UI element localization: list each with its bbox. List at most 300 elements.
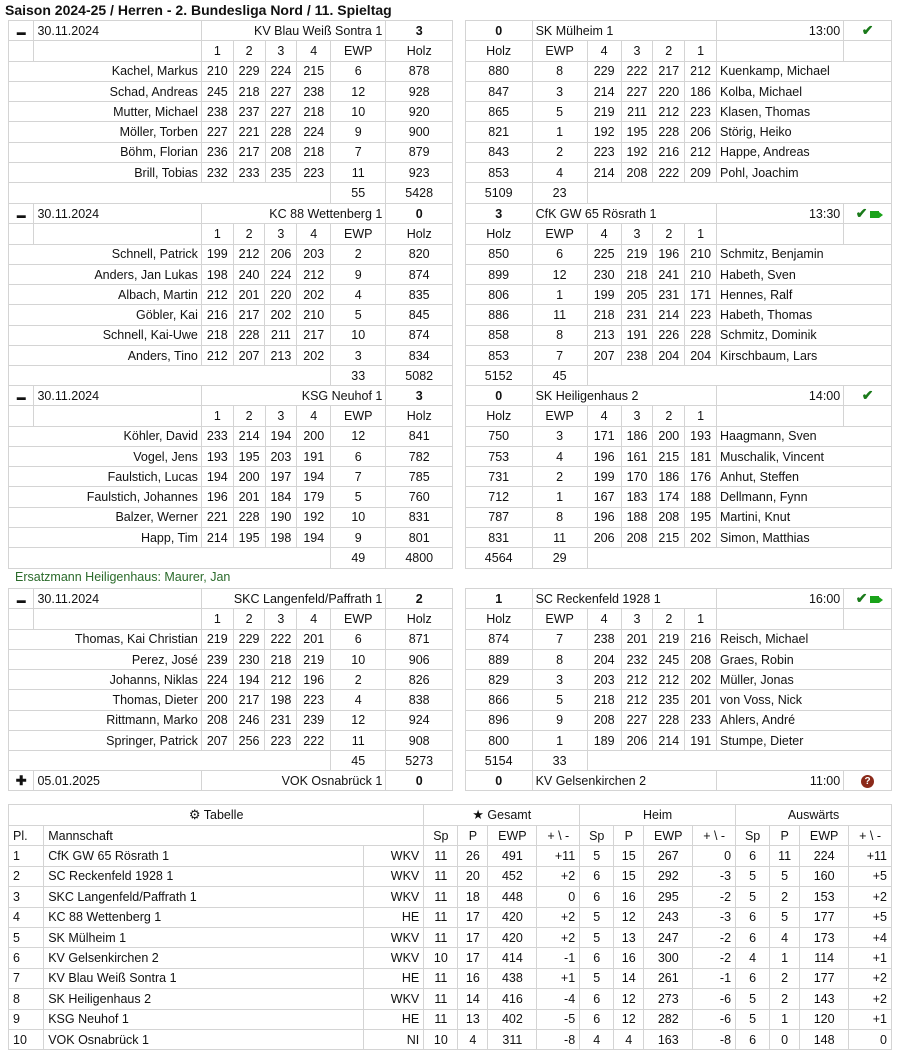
- game-4-label: 4: [587, 609, 621, 629]
- home-score: 2: [386, 589, 453, 609]
- away-player-name[interactable]: Ahlers, André: [717, 710, 892, 730]
- total-p: 13: [458, 1009, 488, 1029]
- away-sp: 6: [736, 968, 770, 988]
- home-holz: 834: [386, 346, 453, 366]
- score-gap: [453, 183, 466, 203]
- away-game-score: 232: [621, 649, 653, 669]
- blank-cell: [9, 224, 34, 244]
- game-2-label: 2: [653, 609, 685, 629]
- away-player-name[interactable]: Habeth, Sven: [717, 264, 892, 284]
- blank-cell: [9, 41, 34, 61]
- home-team[interactable]: VOK Osnabrück 1: [201, 771, 385, 791]
- away-game-score: 218: [621, 264, 653, 284]
- home-player-name[interactable]: Anders, Tino: [9, 346, 202, 366]
- match-status: [844, 589, 892, 609]
- away-game-score: 227: [621, 710, 653, 730]
- home-player-name[interactable]: Schnell, Kai-Uwe: [9, 325, 202, 345]
- away-game-score: 193: [685, 426, 717, 446]
- away-total-holz: 5152: [465, 366, 532, 386]
- home-game-score: 202: [297, 285, 331, 305]
- home-game-score: 237: [233, 102, 265, 122]
- away-game-score: 192: [621, 142, 653, 162]
- away-game-score: 231: [621, 305, 653, 325]
- score-gap: [453, 649, 466, 669]
- total-ewp: 311: [488, 1029, 537, 1049]
- away-game-score: 192: [587, 122, 621, 142]
- away-game-score: 228: [653, 710, 685, 730]
- away-holz: 829: [465, 670, 532, 690]
- away-game-score: 191: [685, 731, 717, 751]
- game-1-label: 1: [685, 224, 717, 244]
- home-ewp: 247: [644, 927, 693, 947]
- team-name[interactable]: CfK GW 65 Rösrath 1: [44, 846, 364, 866]
- home-sp: 6: [580, 1009, 614, 1029]
- team-region: WKV: [364, 989, 424, 1009]
- away-p: 5: [770, 866, 800, 886]
- home-player-name[interactable]: Albach, Martin: [9, 285, 202, 305]
- away-game-score: 223: [685, 305, 717, 325]
- home-player-name[interactable]: Thomas, Dieter: [9, 690, 202, 710]
- away-player-name[interactable]: Anhut, Steffen: [717, 467, 892, 487]
- home-game-score: 224: [265, 61, 297, 81]
- collapse-toggle[interactable]: [9, 386, 34, 406]
- total-diff: -5: [537, 1009, 580, 1029]
- total-ewp: 448: [488, 887, 537, 907]
- match-header: [9, 386, 892, 406]
- home-player-name[interactable]: Köhler, David: [9, 426, 202, 446]
- totals-row: [9, 366, 892, 386]
- home-game-score: 230: [233, 649, 265, 669]
- player-row: [9, 305, 892, 325]
- collapse-toggle[interactable]: [9, 204, 34, 224]
- home-player-name[interactable]: Perez, José: [9, 649, 202, 669]
- score-gap: [453, 285, 466, 305]
- match-header: [9, 771, 892, 791]
- home-player-name[interactable]: Schad, Andreas: [9, 81, 202, 101]
- away-diff: 0: [849, 1029, 892, 1049]
- total-diff: +2: [537, 907, 580, 927]
- team-name[interactable]: KV Blau Weiß Sontra 1: [44, 968, 364, 988]
- minus-icon[interactable]: ▬: [16, 594, 26, 605]
- home-game-score: 221: [201, 507, 233, 527]
- home-player-name[interactable]: Göbler, Kai: [9, 305, 202, 325]
- away-player-name[interactable]: Simon, Matthias: [717, 528, 892, 548]
- away-game-score: 203: [587, 670, 621, 690]
- ewp-label: EWP: [331, 609, 386, 629]
- col-p: P: [614, 826, 644, 846]
- home-ewp: 5: [331, 305, 386, 325]
- home-player-name[interactable]: Springer, Patrick: [9, 731, 202, 751]
- match-status: [844, 21, 892, 41]
- blank-cell: [587, 548, 891, 568]
- standings-table: [8, 804, 892, 1050]
- home-p: 4: [614, 1029, 644, 1049]
- player-row: [9, 670, 892, 690]
- home-game-score: 229: [233, 629, 265, 649]
- away-game-score: 167: [587, 487, 621, 507]
- home-game-score: 227: [265, 81, 297, 101]
- away-game-score: 235: [653, 690, 685, 710]
- away-ewp: 6: [532, 244, 587, 264]
- home-game-score: 238: [201, 102, 233, 122]
- away-player-name[interactable]: Müller, Jonas: [717, 670, 892, 690]
- total-sp: 11: [424, 887, 458, 907]
- col-sp: Sp: [736, 826, 770, 846]
- home-game-score: 198: [201, 264, 233, 284]
- blank-cell: [587, 751, 891, 771]
- home-game-score: 219: [201, 629, 233, 649]
- blank-cell: [844, 224, 892, 244]
- away-player-name[interactable]: Hennes, Ralf: [717, 285, 892, 305]
- home-player-name[interactable]: Faulstich, Johannes: [9, 487, 202, 507]
- away-ewp: 114: [800, 948, 849, 968]
- home-ewp: 9: [331, 528, 386, 548]
- home-total-holz: 4800: [386, 548, 453, 568]
- team-name[interactable]: KC 88 Wettenberg 1: [44, 907, 364, 927]
- game-3-label: 3: [621, 406, 653, 426]
- away-holz: 806: [465, 285, 532, 305]
- away-player-name[interactable]: Dellmann, Fynn: [717, 487, 892, 507]
- score-gap: [453, 81, 466, 101]
- away-player-name[interactable]: Reisch, Michael: [717, 629, 892, 649]
- minus-icon[interactable]: ▬: [16, 391, 26, 402]
- away-diff: +5: [849, 907, 892, 927]
- away-ewp: 4: [532, 446, 587, 466]
- team-name[interactable]: VOK Osnabrück 1: [44, 1029, 364, 1049]
- total-diff: -1: [537, 948, 580, 968]
- away-game-score: 204: [685, 346, 717, 366]
- score-gap: [453, 224, 466, 244]
- total-p: 18: [458, 887, 488, 907]
- away-player-name[interactable]: von Voss, Nick: [717, 690, 892, 710]
- away-game-score: 209: [685, 163, 717, 183]
- away-player-name[interactable]: Kolba, Michael: [717, 81, 892, 101]
- away-sp: 5: [736, 1009, 770, 1029]
- away-game-score: 195: [621, 122, 653, 142]
- home-game-score: 222: [297, 731, 331, 751]
- home-game-score: 246: [233, 710, 265, 730]
- total-ewp: 438: [488, 968, 537, 988]
- total-sp: 11: [424, 989, 458, 1009]
- away-player-name[interactable]: Muschalik, Vincent: [717, 446, 892, 466]
- away-player-name[interactable]: Happe, Andreas: [717, 142, 892, 162]
- video-icon[interactable]: [870, 211, 879, 218]
- home-diff: -8: [693, 1029, 736, 1049]
- away-game-score: 196: [653, 244, 685, 264]
- team-name[interactable]: KSG Neuhof 1: [44, 1009, 364, 1029]
- standings-row: [9, 907, 892, 927]
- away-ewp: 1: [532, 285, 587, 305]
- away-ewp: 3: [532, 670, 587, 690]
- team-region: WKV: [364, 846, 424, 866]
- score-gap: [453, 122, 466, 142]
- home-holz: 928: [386, 81, 453, 101]
- home-game-score: 184: [265, 487, 297, 507]
- away-ewp: 8: [532, 507, 587, 527]
- away-game-score: 214: [587, 81, 621, 101]
- away-game-score: 228: [685, 325, 717, 345]
- away-p: 2: [770, 887, 800, 907]
- team-name[interactable]: SC Reckenfeld 1928 1: [44, 866, 364, 886]
- home-sp: 6: [580, 948, 614, 968]
- home-team[interactable]: KV Blau Weiß Sontra 1: [201, 21, 385, 41]
- home-player-name[interactable]: Thomas, Kai Christian: [9, 629, 202, 649]
- away-player-name[interactable]: Schmitz, Benjamin: [717, 244, 892, 264]
- rank: 2: [9, 866, 44, 886]
- home-player-name[interactable]: Happ, Tim: [9, 528, 202, 548]
- home-ewp: 3: [331, 346, 386, 366]
- minus-icon[interactable]: ▬: [16, 209, 26, 220]
- away-player-name[interactable]: Habeth, Thomas: [717, 305, 892, 325]
- col-ewp: EWP: [488, 826, 537, 846]
- home-ewp: 9: [331, 264, 386, 284]
- home-game-score: 210: [297, 305, 331, 325]
- away-team[interactable]: SK Mülheim 1: [532, 21, 716, 41]
- home-game-score: 207: [233, 346, 265, 366]
- away-team[interactable]: SC Reckenfeld 1928 1: [532, 589, 716, 609]
- home-game-score: 214: [233, 426, 265, 446]
- away-team[interactable]: KV Gelsenkirchen 2: [532, 771, 716, 791]
- blank-cell: [587, 366, 891, 386]
- away-game-score: 214: [653, 305, 685, 325]
- home-player-name[interactable]: Böhm, Florian: [9, 142, 202, 162]
- away-player-name[interactable]: Stumpe, Dieter: [717, 731, 892, 751]
- away-game-score: 170: [621, 467, 653, 487]
- home-player-name[interactable]: Kachel, Markus: [9, 61, 202, 81]
- home-game-score: 217: [233, 142, 265, 162]
- home-ewp: 292: [644, 866, 693, 886]
- home-game-score: 223: [297, 163, 331, 183]
- team-name[interactable]: SK Heiligenhaus 2: [44, 989, 364, 1009]
- away-player-name[interactable]: Graes, Robin: [717, 649, 892, 669]
- game-3-label: 3: [621, 41, 653, 61]
- home-player-name[interactable]: Brill, Tobias: [9, 163, 202, 183]
- team-name[interactable]: KV Gelsenkirchen 2: [44, 948, 364, 968]
- home-player-name[interactable]: Balzer, Werner: [9, 507, 202, 527]
- team-name[interactable]: SKC Langenfeld/Paffrath 1: [44, 887, 364, 907]
- game-3-label: 3: [265, 224, 297, 244]
- away-player-name[interactable]: Störig, Heiko: [717, 122, 892, 142]
- home-game-score: 196: [201, 487, 233, 507]
- home-diff: -1: [693, 968, 736, 988]
- home-holz: 874: [386, 325, 453, 345]
- home-p: 16: [614, 887, 644, 907]
- home-team[interactable]: KSG Neuhof 1: [201, 386, 385, 406]
- question-icon[interactable]: ?: [861, 775, 874, 788]
- total-sp: 11: [424, 866, 458, 886]
- away-game-score: 226: [653, 325, 685, 345]
- home-player-name[interactable]: Mutter, Michael: [9, 102, 202, 122]
- home-holz: 785: [386, 467, 453, 487]
- player-row: [9, 325, 892, 345]
- away-p: 2: [770, 989, 800, 1009]
- home-game-score: 256: [233, 731, 265, 751]
- home-game-score: 245: [201, 81, 233, 101]
- away-diff: +11: [849, 846, 892, 866]
- away-player-name[interactable]: Klasen, Thomas: [717, 102, 892, 122]
- score-gap: [453, 41, 466, 61]
- home-player-name[interactable]: Vogel, Jens: [9, 446, 202, 466]
- away-game-score: 208: [621, 163, 653, 183]
- holz-label: Holz: [465, 406, 532, 426]
- home-holz: 760: [386, 487, 453, 507]
- standings-title-cell: [9, 805, 424, 826]
- player-row: [9, 487, 892, 507]
- score-gap: [453, 386, 466, 406]
- score-gap: [453, 21, 466, 41]
- ewp-label: EWP: [331, 41, 386, 61]
- away-player-name[interactable]: Haagmann, Sven: [717, 426, 892, 446]
- total-sp: 11: [424, 846, 458, 866]
- away-team[interactable]: CfK GW 65 Rösrath 1: [532, 204, 716, 224]
- home-p: 12: [614, 907, 644, 927]
- away-game-score: 174: [653, 487, 685, 507]
- home-holz: 782: [386, 446, 453, 466]
- away-player-name[interactable]: Martini, Knut: [717, 507, 892, 527]
- page-title: Saison 2024-25 / Herren - 2. Bundesliga Nord / 11. Spieltag: [5, 2, 392, 18]
- home-game-score: 212: [201, 285, 233, 305]
- away-game-score: 210: [685, 244, 717, 264]
- home-game-score: 228: [265, 122, 297, 142]
- standings-body: [9, 846, 892, 1050]
- home-ewp: 6: [331, 61, 386, 81]
- away-ewp: 2: [532, 142, 587, 162]
- away-player-name[interactable]: Kuenkamp, Michael: [717, 61, 892, 81]
- home-game-score: 223: [297, 690, 331, 710]
- away-player-name[interactable]: Pohl, Joachim: [717, 163, 892, 183]
- away-game-score: 204: [653, 346, 685, 366]
- collapse-toggle[interactable]: [9, 589, 34, 609]
- score-gap: [453, 771, 466, 791]
- home-game-score: 190: [265, 507, 297, 527]
- away-ewp: 177: [800, 968, 849, 988]
- home-game-score: 217: [297, 325, 331, 345]
- totals-row: [9, 751, 892, 771]
- expand-toggle[interactable]: [9, 771, 34, 791]
- holz-label: Holz: [386, 609, 453, 629]
- home-game-score: 202: [265, 305, 297, 325]
- holz-label: Holz: [386, 406, 453, 426]
- total-p: 16: [458, 968, 488, 988]
- away-game-score: 205: [621, 285, 653, 305]
- home-team[interactable]: KC 88 Wettenberg 1: [201, 204, 385, 224]
- ewp-label: EWP: [532, 224, 587, 244]
- score-gap: [453, 690, 466, 710]
- home-game-score: 195: [233, 528, 265, 548]
- away-player-name[interactable]: Schmitz, Dominik: [717, 325, 892, 345]
- match-header: [9, 21, 892, 41]
- away-player-name[interactable]: Kirschbaum, Lars: [717, 346, 892, 366]
- total-sp: 10: [424, 948, 458, 968]
- away-total-holz: 4564: [465, 548, 532, 568]
- score-gap: [453, 670, 466, 690]
- home-ewp: 10: [331, 507, 386, 527]
- player-row: [9, 244, 892, 264]
- home-game-score: 211: [265, 325, 297, 345]
- away-game-score: 186: [685, 81, 717, 101]
- away-sp: 6: [736, 846, 770, 866]
- away-diff: +4: [849, 927, 892, 947]
- col-sp: Sp: [424, 826, 458, 846]
- score-gap: [453, 366, 466, 386]
- home-total-ewp: 55: [331, 183, 386, 203]
- away-ewp: 173: [800, 927, 849, 947]
- home-total-holz: 5428: [386, 183, 453, 203]
- home-game-score: 239: [201, 649, 233, 669]
- home-player-name[interactable]: Faulstich, Lucas: [9, 467, 202, 487]
- home-game-score: 213: [265, 346, 297, 366]
- blank-cell: [844, 406, 892, 426]
- home-player-name[interactable]: Schnell, Patrick: [9, 244, 202, 264]
- game-2-label: 2: [233, 224, 265, 244]
- team-name[interactable]: SK Mülheim 1: [44, 927, 364, 947]
- plus-icon[interactable]: ✚: [15, 772, 27, 788]
- player-row: [9, 61, 892, 81]
- home-score: 3: [386, 386, 453, 406]
- away-game-score: 211: [621, 102, 653, 122]
- minus-icon[interactable]: ▬: [16, 26, 26, 37]
- away-game-score: 195: [685, 507, 717, 527]
- total-sp: 11: [424, 1009, 458, 1029]
- home-team[interactable]: SKC Langenfeld/Paffrath 1: [201, 589, 385, 609]
- blank-cell: [34, 406, 201, 426]
- match-time: 13:30: [717, 204, 844, 224]
- away-game-score: 208: [587, 710, 621, 730]
- away-ewp: 1: [532, 731, 587, 751]
- match-date: 30.11.2024: [34, 21, 201, 41]
- away-p: 5: [770, 907, 800, 927]
- ewp-label: EWP: [532, 609, 587, 629]
- collapse-toggle[interactable]: [9, 21, 34, 41]
- away-holz: 896: [465, 710, 532, 730]
- home-holz: 878: [386, 61, 453, 81]
- away-game-score: 208: [685, 649, 717, 669]
- home-player-name[interactable]: Anders, Jan Lukas: [9, 264, 202, 284]
- rank: 8: [9, 989, 44, 1009]
- away-game-score: 213: [587, 325, 621, 345]
- home-ewp: 11: [331, 163, 386, 183]
- home-ewp: 261: [644, 968, 693, 988]
- home-game-score: 200: [233, 467, 265, 487]
- player-row: [9, 731, 892, 751]
- home-player-name[interactable]: Rittmann, Marko: [9, 710, 202, 730]
- home-player-name[interactable]: Johanns, Niklas: [9, 670, 202, 690]
- total-diff: +1: [537, 968, 580, 988]
- home-player-name[interactable]: Möller, Torben: [9, 122, 202, 142]
- blank-cell: [9, 183, 331, 203]
- away-game-score: 216: [685, 629, 717, 649]
- away-game-score: 208: [653, 507, 685, 527]
- home-game-score: 219: [297, 649, 331, 669]
- game-1-label: 1: [685, 406, 717, 426]
- video-icon[interactable]: [870, 596, 879, 603]
- match-table: [8, 770, 892, 791]
- home-ewp: 10: [331, 102, 386, 122]
- home-ewp: 4: [331, 690, 386, 710]
- home-game-score: 236: [201, 142, 233, 162]
- game-2-label: 2: [653, 41, 685, 61]
- away-p: 11: [770, 846, 800, 866]
- away-ewp: 8: [532, 61, 587, 81]
- away-team[interactable]: SK Heiligenhaus 2: [532, 386, 716, 406]
- score-gap: [453, 467, 466, 487]
- total-ewp: 420: [488, 927, 537, 947]
- blank-cell: [717, 609, 844, 629]
- blank-cell: [34, 224, 201, 244]
- away-game-score: 245: [653, 649, 685, 669]
- away-sp: 5: [736, 989, 770, 1009]
- home-ewp: 12: [331, 710, 386, 730]
